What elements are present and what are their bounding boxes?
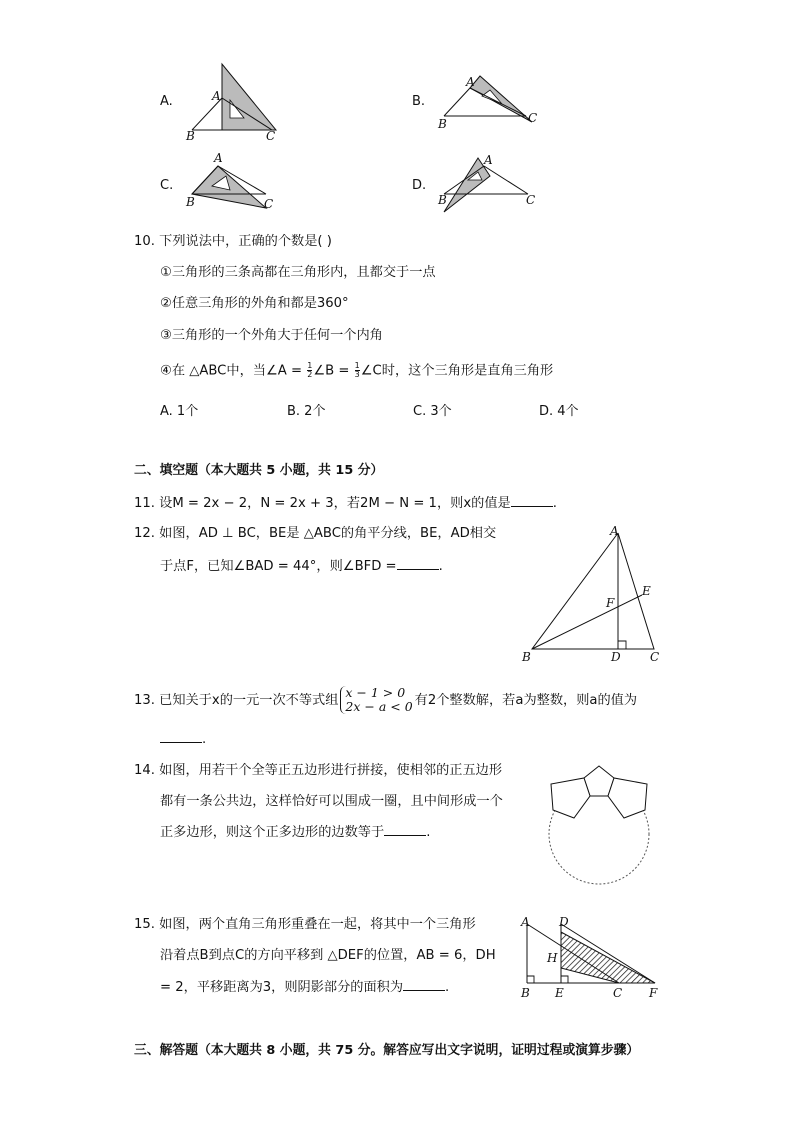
q12-line-2-text: 于点F，已知∠BAD = 44°，则∠BFD = [160,559,397,574]
q9-option-b-figure [432,70,552,140]
q13-ineq-1: x − 1 > 0 [345,685,406,700]
q10-s4-mid1: ∠B = [313,363,354,379]
section-2-heading: 二、填空题（本大题共 5 小题，共 15 分） [134,463,384,478]
q9-option-b-label[interactable]: B. [412,94,426,109]
q14-answer-blank[interactable] [384,823,426,836]
q13 [134,686,637,716]
q9-option-c-label[interactable]: C. [160,178,174,193]
q12-label-A: A [610,524,619,538]
q15-label-C: C [613,986,623,1000]
q9a-label-C: C [266,129,276,143]
q13-post: 有2个整数解，若a为整数，则a的值为 [414,693,638,708]
q9c-label-C: C [264,197,274,211]
q10-fraction-2: $\frac{1}{3}$ [354,361,360,379]
q10-statement-3: ③三角形的一个外角大于任何一个内角 [160,328,383,343]
q13-period: . [202,732,207,747]
q14-period: . [426,825,431,840]
q12-figure [520,525,670,665]
q10-option-c[interactable]: C. 3个 [413,404,452,419]
q11-period: . [552,496,557,511]
q13-answer-blank[interactable] [160,730,202,743]
q9-option-a-figure [180,60,280,150]
q15-line-3 [160,978,449,997]
q14-line-3-text: 正多边形，则这个正多边形的边数等于 [160,825,385,840]
q9-option-d-figure [432,150,552,220]
q9-option-a-label[interactable]: A. [160,94,173,109]
q11-text: 11. 设M = 2x − 2，N = 2x + 3，若2M − N = 1，则x的值是 [134,496,511,511]
q10-option-a[interactable]: A. 1个 [160,404,199,419]
q10-statement-1: ①三角形的三条高都在三角形内，且都交于一点 [160,265,436,280]
q9b-label-A: A [466,75,475,89]
q11 [134,494,557,513]
q12-line-2 [160,557,443,576]
q15-line-2: 沿着点B到点C的方向平移到 △DEF的位置，AB = 6，DH [160,948,496,963]
q15-label-H: H [547,951,558,965]
q12-line-1: 12. 如图，AD ⊥ BC，BE是 △ABC的角平分线，BE，AD相交 [134,526,497,541]
q9-option-d-label[interactable]: D. [412,178,427,193]
q14-line-2: 都有一条公共边，这样恰好可以围成一圈，且中间形成一个 [160,794,503,809]
q12-label-C: C [650,650,660,664]
q15-answer-blank[interactable] [403,978,445,991]
q15-line-1: 15. 如图，两个直角三角形重叠在一起，将其中一个三角形 [134,917,476,932]
q15-label-E: E [555,986,564,1000]
q15-label-D: D [559,915,569,929]
q15-label-B: B [521,986,530,1000]
q10-statement-2: ②任意三角形的外角和都是360° [160,296,349,311]
q9b-label-C: C [528,111,538,125]
q13-inequality-system [340,686,412,714]
q14-line-1: 14. 如图，用若干个全等正五边形进行拼接，使相邻的正五边形 [134,763,503,778]
q15-label-F: F [649,986,658,1000]
q15-label-A: A [521,915,530,929]
q12-label-F: F [606,596,615,610]
q9c-label-B: B [186,195,195,209]
q11-answer-blank[interactable] [511,494,553,507]
q9a-label-A: A [212,89,221,103]
q9b-label-B: B [438,117,447,131]
q12-answer-blank[interactable] [397,557,439,570]
q10-stem: 10. 下列说法中，正确的个数是( ) [134,234,332,249]
q12-label-B: B [522,650,531,664]
q9a-label-B: B [186,129,195,143]
q15-line-3-text: = 2，平移距离为3，则阴影部分的面积为 [160,980,404,995]
q10-option-d[interactable]: D. 4个 [539,404,579,419]
q10-fraction-1: $\frac{1}{2}$ [307,361,313,379]
q9c-label-A: A [214,151,223,165]
q9d-label-B: B [438,193,447,207]
q12-period: . [438,559,443,574]
q10-s4-mid2: ∠C时，这个三角形是直角三角形 [360,363,554,379]
q10-statement-4 [160,362,553,381]
q9-option-c-figure [180,150,290,220]
q9d-label-C: C [526,193,536,207]
q9d-label-A: A [484,153,493,167]
q15-period: . [445,980,450,995]
q14-line-3 [160,823,430,842]
q13-pre: 13. 已知关于x的一元一次不等式组 [134,693,339,708]
q10-option-b[interactable]: B. 2个 [287,404,326,419]
q12-label-D: D [611,650,621,664]
q12-label-E: E [642,584,651,598]
q13-ineq-2: 2x − a < 0 [345,699,413,714]
q13-answer-line [160,730,206,749]
q14-pentagon-figure [535,760,665,890]
section-3-heading: 三、解答题（本大题共 8 小题，共 75 分。解答应写出文字说明，证明过程或演算步骤） [134,1043,640,1058]
q15-triangles-figure [515,912,665,1002]
q10-s4-pre: ④在 △ABC中，当∠A = [160,363,307,379]
